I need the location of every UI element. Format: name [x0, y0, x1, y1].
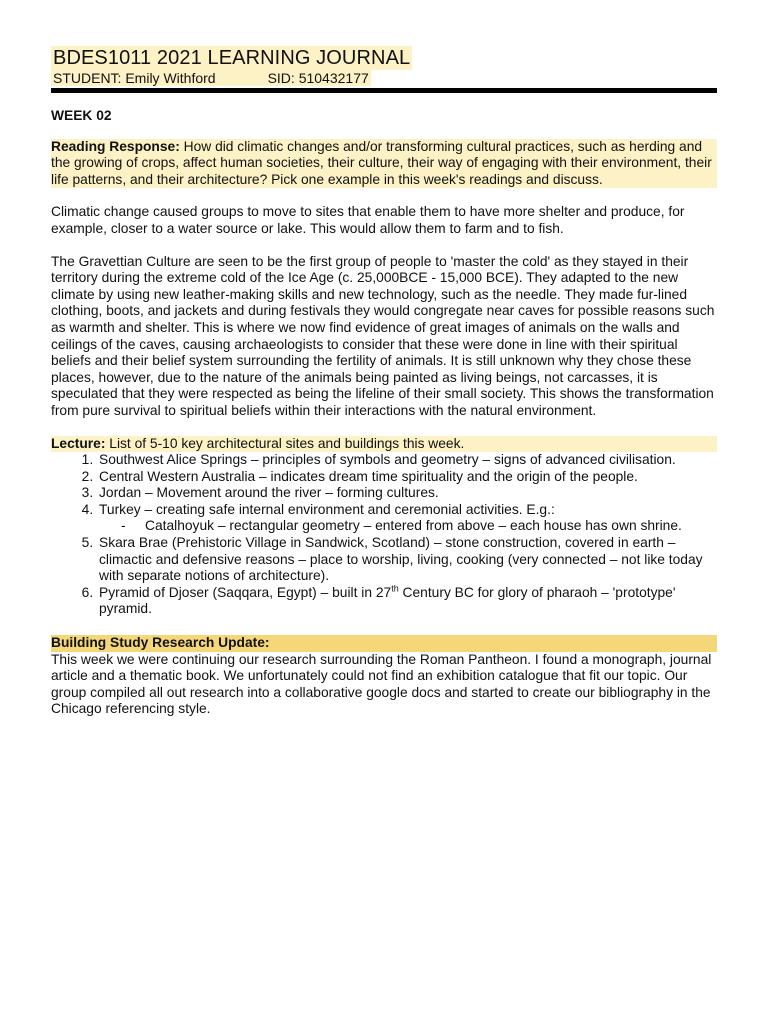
student-name: STUDENT: Emily Withford: [53, 70, 216, 86]
week-heading: WEEK 02: [51, 108, 112, 123]
reading-response-question: How did climatic changes and/or transforming cultural practices, such as herding and the growing of crops, affect human societies, their culture, their way of engaging with their environment, their life patterns, and their architecture? Pick one example in this week's readings and discuss.: [51, 138, 712, 187]
list-item-text: Turkey – creating safe internal environment and ceremonial activities. E.g.:: [99, 501, 555, 517]
student-info: [51, 70, 371, 86]
lecture-prompt: [51, 436, 717, 453]
list-item: 1. Southwest Alice Springs – principles of symbols and geometry – signs of advanced civilisation.: [97, 452, 717, 469]
building-study-heading-text: Building Study Research Update:: [51, 635, 270, 651]
list-item: [97, 585, 717, 618]
lecture-question: List of 5-10 key architectural sites and buildings this week.: [105, 435, 465, 451]
sub-list-item: - Catalhoyuk – rectangular geometry – entered from above – each house has own shrine.: [121, 518, 717, 535]
reading-response-heading: Reading Response:: [51, 138, 180, 154]
student-id: SID: 510432177: [267, 70, 369, 86]
building-study-text: This week we were continuing our research surrounding the Roman Pantheon. I found a monograph, journal article and a thematic book. We unfortunately could not find an exhibition catalogue that fit our topic. Our group compiled all out research into a collaborative google docs and started to create our bibliography in the Chicago referencing style.: [51, 651, 712, 717]
reading-response-prompt: [51, 139, 717, 189]
document-header: [51, 46, 717, 88]
list-item-text: Pyramid of Djoser (Saqqara, Egypt) – built in 27: [99, 584, 392, 600]
list-item: [97, 502, 717, 535]
document-title: BDES1011 2021 LEARNING JOURNAL: [53, 47, 411, 69]
list-item-text-rest: Century BC for glory of pharaoh – 'prototype' pyramid.: [99, 584, 676, 617]
building-study-heading: [51, 635, 717, 652]
list-item: 3. Jordan – Movement around the river – forming cultures.: [97, 485, 717, 502]
reading-response-paragraph-1: Climatic change caused groups to move to sites that enable them to have more shelter and produce, for example, closer to a water source or lake. This would allow them to farm and to fish.: [51, 204, 685, 236]
journal-body: [51, 108, 717, 734]
sub-list: [99, 518, 717, 535]
lecture-heading: Lecture:: [51, 435, 106, 451]
reading-response-paragraph-2: The Gravettian Culture are seen to be the first group of people to 'master the cold' as they stayed in their territory during the extreme cold of the Ice Age (c. 25,000BCE - 15,000 BCE). They adapted to the new climate by using new leather-making skills and new technology, such as the needle. They made fur-lined clothing, boots, and jackets and during festivals they would congregate near caves for possible reasons such as warmth and shelter. This is where we now find evidence of great images of animals on the walls and ceilings of the caves, causing archaeologists to consider that these were done in line with their spiritual beliefs and their belief system surrounding the fertility of animals. It is still unknown why they chose these places, however, due to the nature of the animals being painted as living beings, not carcasses, it is speculated that they were respected as being the lifeline of their small society. This shows the transformation from pure survival to spiritual beliefs within their interactions with the natural environment.: [51, 253, 715, 418]
list-item: 2. Central Western Australia – indicates dream time spirituality and the origin of the people.: [97, 469, 717, 486]
ordinal-suffix: th: [391, 583, 399, 594]
lecture-site-list: [51, 452, 717, 618]
list-item: 5. Skara Brae (Prehistoric Village in Sandwick, Scotland) – stone construction, covered in earth – climactic and defensive reasons – place to worship, living, cooking (very connected – not like today with separate notions of architecture).: [97, 535, 717, 585]
header-divider: [51, 88, 717, 93]
